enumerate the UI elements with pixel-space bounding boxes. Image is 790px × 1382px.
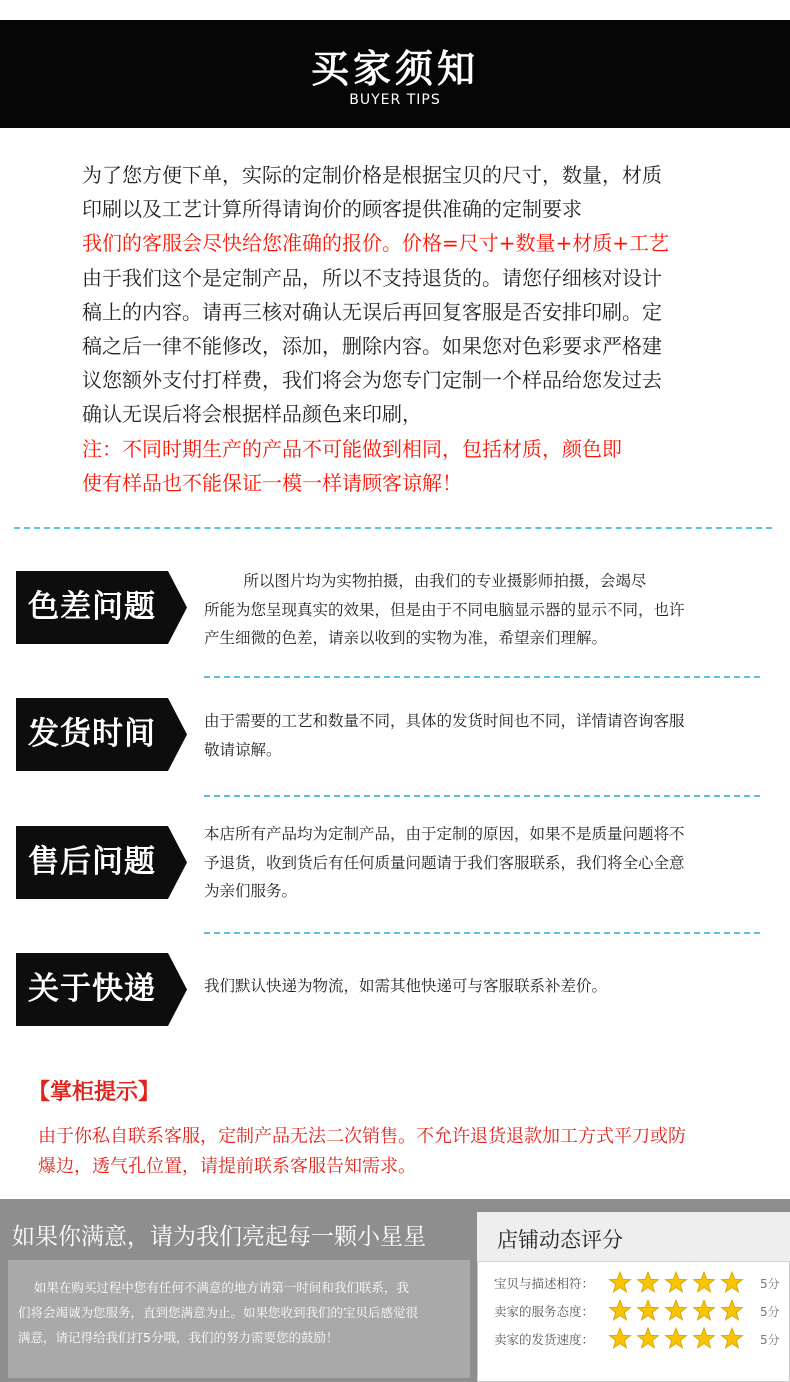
intro-line-highlight: 注：不同时期生产的产品不可能做到相同，包括材质，颜色即 — [82, 436, 622, 461]
section-tag-label: 关于快递 — [28, 971, 156, 1007]
rating-stars — [608, 1298, 748, 1328]
star-icon — [610, 1272, 631, 1292]
rating-label: 卖家的发货速度： — [494, 1332, 595, 1347]
footer-message-line: 们将会竭诚为您服务，直到您满意为止。如果您收到我们的宝贝后感觉很 — [18, 1305, 419, 1320]
rating-row-delivery — [494, 1326, 790, 1354]
header-banner — [0, 20, 790, 128]
intro-line-highlight: 我们的客服会尽快给您准确的报价。价格=尺寸+数量+材质+工艺 — [82, 231, 670, 256]
section-tag-after-sales — [16, 826, 187, 899]
section-line: 所能为您呈现真实的效果，但是由于不同电脑显示器的显示不同，也许 — [204, 600, 685, 619]
section-line: 由于需要的工艺和数量不同，具体的发货时间也不同，详情请咨询客服 — [204, 712, 685, 730]
section-text-color-difference — [204, 567, 764, 653]
intro-line: 稿之后一律不能修改，添加，删除内容。如果您对色彩要求严格建 — [82, 334, 662, 359]
section-tag-label: 售后问题 — [28, 844, 156, 880]
section-line: 予退货，收到货后有任何质量问题请于我们客服联系，我们将全心全意 — [204, 853, 685, 872]
star-icon — [722, 1300, 743, 1320]
section-text-shipping-time — [204, 707, 764, 764]
section-line: 产生细微的色差，请亲以收到的实物为准，希望亲们理解。 — [204, 629, 608, 647]
section-line: 为亲们服务。 — [204, 882, 298, 900]
section-tag-color-difference — [16, 571, 187, 644]
rating-row-service — [494, 1298, 790, 1326]
footer-message-line: 满意，请记得给我们打5分哦，我们的努力需要您的鼓励！ — [18, 1330, 339, 1345]
intro-line: 由于我们这个是定制产品，所以不支持退货的。请您仔细核对设计 — [82, 265, 662, 290]
stars-svg — [608, 1270, 748, 1296]
intro-line: 稿上的内容。请再三核对确认无误后再回复客服是否安排印刷。定 — [82, 299, 662, 324]
footer-star-request-title: 如果你满意，请为我们亮起每一颗小星星 — [12, 1224, 426, 1250]
section-tag-shipping-time — [16, 698, 187, 771]
page-title: 买家须知 — [310, 47, 479, 91]
shopkeeper-tip-body — [38, 1122, 778, 1182]
section-tag-label: 色差问题 — [28, 589, 156, 625]
section-text-after-sales — [204, 820, 764, 906]
section-tag-courier — [16, 953, 187, 1026]
section-line: 所以图片均为实物拍摄，由我们的专业摄影师拍摄，会竭尽 — [204, 572, 647, 590]
divider-dashed — [204, 932, 760, 934]
footer-message-line: 如果在购买过程中您有任何不满意的地方请第一时间和我们联系，我 — [18, 1280, 409, 1295]
shopkeeper-tip-title: 【掌柜提示】 — [28, 1080, 161, 1105]
star-icon — [666, 1272, 687, 1292]
star-icon — [722, 1328, 743, 1348]
rating-stars — [608, 1326, 748, 1356]
rating-row-description — [494, 1270, 790, 1298]
stars-svg — [608, 1326, 748, 1352]
rating-label: 宝贝与描述相符： — [494, 1276, 595, 1291]
section-tag-label: 发货时间 — [28, 716, 156, 752]
divider-dashed — [14, 527, 772, 529]
intro-line: 印刷以及工艺计算所得请询价的顾客提供准确的定制要求 — [82, 197, 582, 222]
divider-dashed — [204, 676, 760, 678]
section-line: 敬请谅解。 — [204, 740, 282, 759]
footer-message-text — [18, 1275, 458, 1350]
section-text-courier — [204, 972, 764, 1001]
star-icon — [610, 1328, 631, 1348]
section-line: 本店所有产品均为定制产品，由于定制的原因，如果不是质量问题将不 — [204, 825, 685, 843]
rating-score: 5分 — [760, 1333, 780, 1347]
star-icon — [694, 1328, 715, 1348]
section-line: 我们默认快递为物流，如需其他快递可与客服联系补差价。 — [204, 977, 608, 995]
star-icon — [666, 1328, 687, 1348]
page-subtitle: BUYER TIPS — [349, 92, 441, 108]
intro-paragraph — [82, 158, 722, 500]
divider-dashed — [204, 795, 760, 797]
tip-line: 由于你私自联系客服，定制产品无法二次销售。不允许退货退款加工方式平刀或防 — [38, 1126, 686, 1147]
star-icon — [694, 1272, 715, 1292]
intro-line: 议您额外支付打样费，我们将会为您专门定制一个样品给您发过去 — [82, 368, 662, 393]
rating-score: 5分 — [760, 1305, 780, 1319]
star-icon — [638, 1328, 659, 1348]
intro-line: 为了您方便下单，实际的定制价格是根据宝贝的尺寸，数量，材质 — [82, 163, 662, 187]
star-icon — [722, 1272, 743, 1292]
star-icon — [638, 1300, 659, 1320]
shop-rating-title: 店铺动态评分 — [497, 1228, 623, 1252]
rating-stars — [608, 1270, 748, 1300]
stars-svg — [608, 1298, 748, 1324]
rating-label: 卖家的服务态度： — [494, 1304, 595, 1319]
star-icon — [666, 1300, 687, 1320]
rating-score: 5分 — [760, 1277, 780, 1291]
intro-line: 确认无误后将会根据样品颜色来印刷， — [82, 402, 422, 427]
intro-line-highlight: 使有样品也不能保证一模一样请顾客谅解！ — [82, 470, 462, 495]
star-icon — [638, 1272, 659, 1292]
star-icon — [694, 1300, 715, 1320]
star-icon — [610, 1300, 631, 1320]
tip-line: 爆边，透气孔位置，请提前联系客服告知需求。 — [38, 1156, 416, 1177]
